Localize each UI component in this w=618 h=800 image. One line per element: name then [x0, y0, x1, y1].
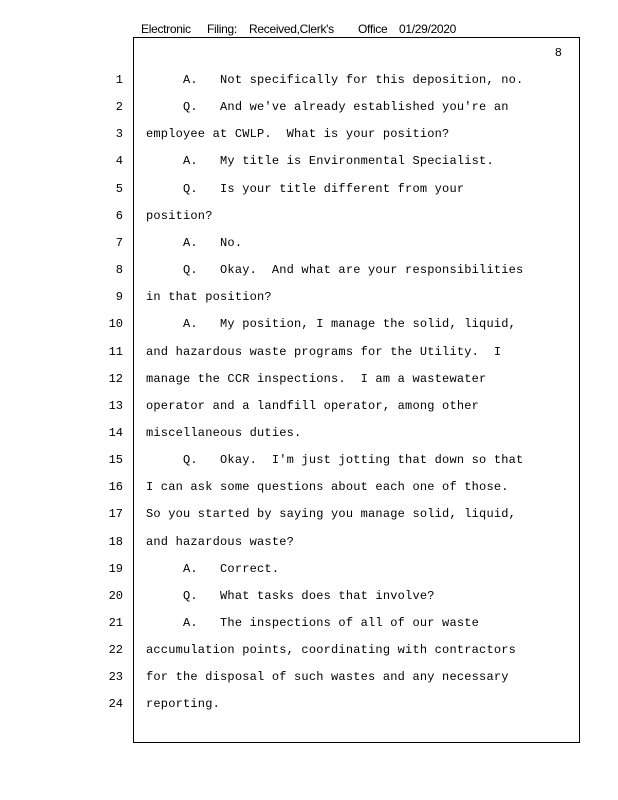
- line-text: Q. What tasks does that involve?: [146, 588, 435, 603]
- line-text: A. My position, I manage the solid, liquid,: [146, 317, 517, 332]
- transcript-line: [0, 452, 618, 479]
- transcript-line: [0, 371, 618, 398]
- transcript-line: [0, 534, 618, 561]
- line-text: So you started by saying you manage solid, liquid,: [146, 507, 517, 522]
- transcript-line: [0, 588, 618, 615]
- line-text: Q. Is your title different from your: [146, 181, 465, 196]
- line-text: for the disposal of such wastes and any necessary: [146, 670, 509, 685]
- line-number: 11: [108, 344, 123, 359]
- line-text: in that position?: [146, 290, 272, 305]
- line-number: 3: [115, 127, 123, 142]
- transcript-line: [0, 642, 618, 669]
- transcript-line: [0, 99, 618, 126]
- line-number: 24: [108, 697, 123, 712]
- transcript-line: [0, 479, 618, 506]
- filing-stamp-filing: Filing:: [207, 22, 237, 36]
- line-text: A. Correct.: [146, 561, 280, 576]
- transcript-line: [0, 72, 618, 99]
- line-number: 19: [108, 561, 123, 576]
- line-text: Q. Okay. I'm just jotting that down so that: [146, 453, 524, 468]
- line-text: reporting.: [146, 697, 221, 712]
- line-number: 15: [108, 453, 123, 468]
- line-number: 8: [115, 263, 123, 278]
- filing-stamp-received: Received,Clerk's: [249, 22, 334, 36]
- line-text: operator and a landfill operator, among other: [146, 398, 480, 413]
- line-number: 10: [108, 317, 123, 332]
- transcript-line: [0, 615, 618, 642]
- transcript-line: [0, 669, 618, 696]
- transcript-line: [0, 289, 618, 316]
- transcript-line: [0, 506, 618, 533]
- line-text: Q. Okay. And what are your responsibilities: [146, 263, 524, 278]
- line-text: A. The inspections of all of our waste: [146, 616, 480, 630]
- line-number: 21: [108, 616, 123, 630]
- line-text: manage the CCR inspections. I am a wastewater: [146, 371, 487, 386]
- line-text: employee at CWLP. What is your position?: [146, 127, 450, 142]
- transcript-line: [0, 235, 618, 262]
- filing-stamp-electronic: Electronic: [141, 22, 191, 36]
- line-number: 5: [115, 181, 123, 196]
- line-text: I can ask some questions about each one of those.: [146, 480, 509, 495]
- line-number: 7: [115, 235, 123, 250]
- transcript-line: [0, 316, 618, 343]
- line-number: 17: [108, 507, 123, 522]
- line-number: 12: [108, 371, 123, 386]
- line-text: Q. And we've already established you're an: [146, 100, 509, 115]
- transcript-line: [0, 126, 618, 153]
- transcript-line: [0, 561, 618, 588]
- transcript-line: [0, 262, 618, 289]
- line-number: 22: [108, 643, 123, 658]
- line-number: 4: [115, 154, 123, 169]
- line-text: accumulation points, coordinating with contractors: [146, 643, 517, 658]
- line-number: 1: [115, 73, 123, 87]
- line-text: A. No.: [146, 235, 243, 250]
- line-number: 23: [108, 670, 123, 685]
- line-text: and hazardous waste?: [146, 534, 295, 549]
- transcript-line: [0, 425, 618, 452]
- line-number: 13: [108, 398, 123, 413]
- transcript-line: [0, 398, 618, 425]
- transcript-line: [0, 696, 618, 723]
- line-number: 2: [115, 100, 123, 115]
- transcript-line: [0, 153, 618, 180]
- line-text: position?: [146, 208, 213, 223]
- line-text: A. My title is Environmental Specialist.: [146, 154, 494, 169]
- line-text: and hazardous waste programs for the Utility. I: [146, 344, 502, 359]
- line-number: 9: [115, 290, 123, 305]
- page-number: 8: [554, 46, 562, 60]
- transcript-line: [0, 181, 618, 208]
- filing-stamp-date: 01/29/2020: [399, 22, 457, 36]
- line-number: 14: [108, 425, 123, 440]
- line-number: 6: [115, 208, 123, 223]
- line-number: 18: [108, 534, 123, 549]
- line-number: 16: [108, 480, 123, 495]
- filing-stamp-office: Office: [358, 22, 388, 36]
- line-text: miscellaneous duties.: [146, 425, 302, 440]
- line-number: 20: [108, 588, 123, 603]
- line-text: A. Not specifically for this deposition, no.: [146, 73, 524, 87]
- transcript-line: [0, 344, 618, 371]
- transcript-line: [0, 208, 618, 235]
